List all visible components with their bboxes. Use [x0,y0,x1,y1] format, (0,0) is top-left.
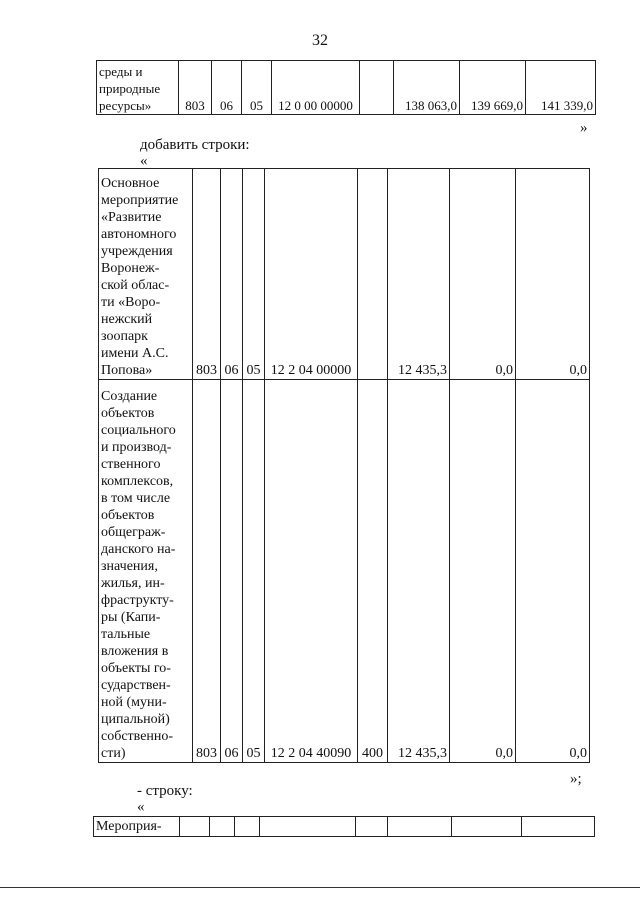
table-row [97,61,596,115]
amount-year-1: 138 063,0 [394,61,460,115]
name-line: ры (Капи- [101,610,161,625]
amount-year-1: 12 435,3 [388,169,450,380]
row-name [97,61,179,115]
row-name [99,169,193,380]
name-line: общеграж- [101,525,166,540]
amount-year-2: 0,0 [450,380,516,763]
name-line: собственно- [101,729,174,744]
name-line: сти) [101,746,126,761]
budget-table-top [96,60,596,115]
name-line: тальные [101,627,151,642]
amount-year-2: 0,0 [450,169,516,380]
ministry-code: 803 [193,380,221,763]
opening-quote: « [137,799,145,815]
target-code: 12 2 04 00000 [265,169,358,380]
name-line: мероприятие [101,193,179,208]
name-line: Создание [101,389,158,404]
name-line: учреждения [101,244,173,259]
name-line: сударствен- [101,678,171,693]
ministry-code: 803 [179,61,212,115]
name-line: в том числе [101,491,171,506]
amount-year-3: 0,0 [516,380,590,763]
name-line: ти «Воро- [101,295,161,310]
name-line: вложения в [101,644,169,659]
page-number: 32 [312,32,328,49]
page-bottom-rule [0,887,640,888]
table-row [99,380,590,763]
amount-year-1: 12 435,3 [388,380,450,763]
subsection-code: 05 [242,61,272,115]
name-line: объектов [101,406,155,421]
name-line: ресурсы» [99,98,152,113]
name-line: автономного [101,227,177,242]
name-line: нежский [101,312,153,327]
budget-table-replace [93,816,595,837]
name-line: имени А.С. [101,346,169,361]
section-code: 06 [212,61,242,115]
expense-type-code [358,169,388,380]
closing-quote: » [580,120,588,136]
table-row [94,817,595,837]
name-line: ципальной) [101,712,170,727]
name-line: объекты го- [101,661,171,676]
row-name [99,380,193,763]
name-line: «Развитие [101,210,162,225]
name-line: значения, [101,559,158,574]
name-line: ственного [101,457,161,472]
section-code: 06 [221,169,243,380]
name-line: объектов [101,508,155,523]
name-line: Основное [101,176,160,191]
name-line: зоопарк [101,329,148,344]
ministry-code: 803 [193,169,221,380]
name-line: данского на- [101,542,176,557]
closing-quote: »; [570,771,582,787]
name-line: комплексов, [101,474,174,489]
name-line: ной (муни- [101,695,167,710]
row-name: Мероприя- [94,817,180,837]
target-code: 12 2 04 40090 [265,380,358,763]
expense-type-code [360,61,394,115]
name-line: природные [99,81,161,96]
name-line: Воронеж- [101,261,160,276]
subsection-code: 05 [243,169,265,380]
opening-quote: « [140,153,148,169]
amount-year-3: 0,0 [516,169,590,380]
amount-year-3: 141 339,0 [526,61,596,115]
name-line: социального [101,423,176,438]
budget-table-added [98,168,590,763]
amount-year-2: 139 669,0 [460,61,526,115]
target-code: 12 0 00 00000 [272,61,360,115]
subsection-code: 05 [243,380,265,763]
instruction-row: - строку: [137,783,193,799]
instruction-add-rows: добавить строки: [140,137,250,153]
name-line: ской облас- [101,278,170,293]
name-line: жилья, ин- [101,576,165,591]
section-code: 06 [221,380,243,763]
name-line: фраструкту- [101,593,174,608]
table-row [99,169,590,380]
name-line: и производ- [101,440,172,455]
name-line: Попова» [101,363,153,378]
expense-type-code: 400 [358,380,388,763]
name-line: среды и [99,64,143,79]
